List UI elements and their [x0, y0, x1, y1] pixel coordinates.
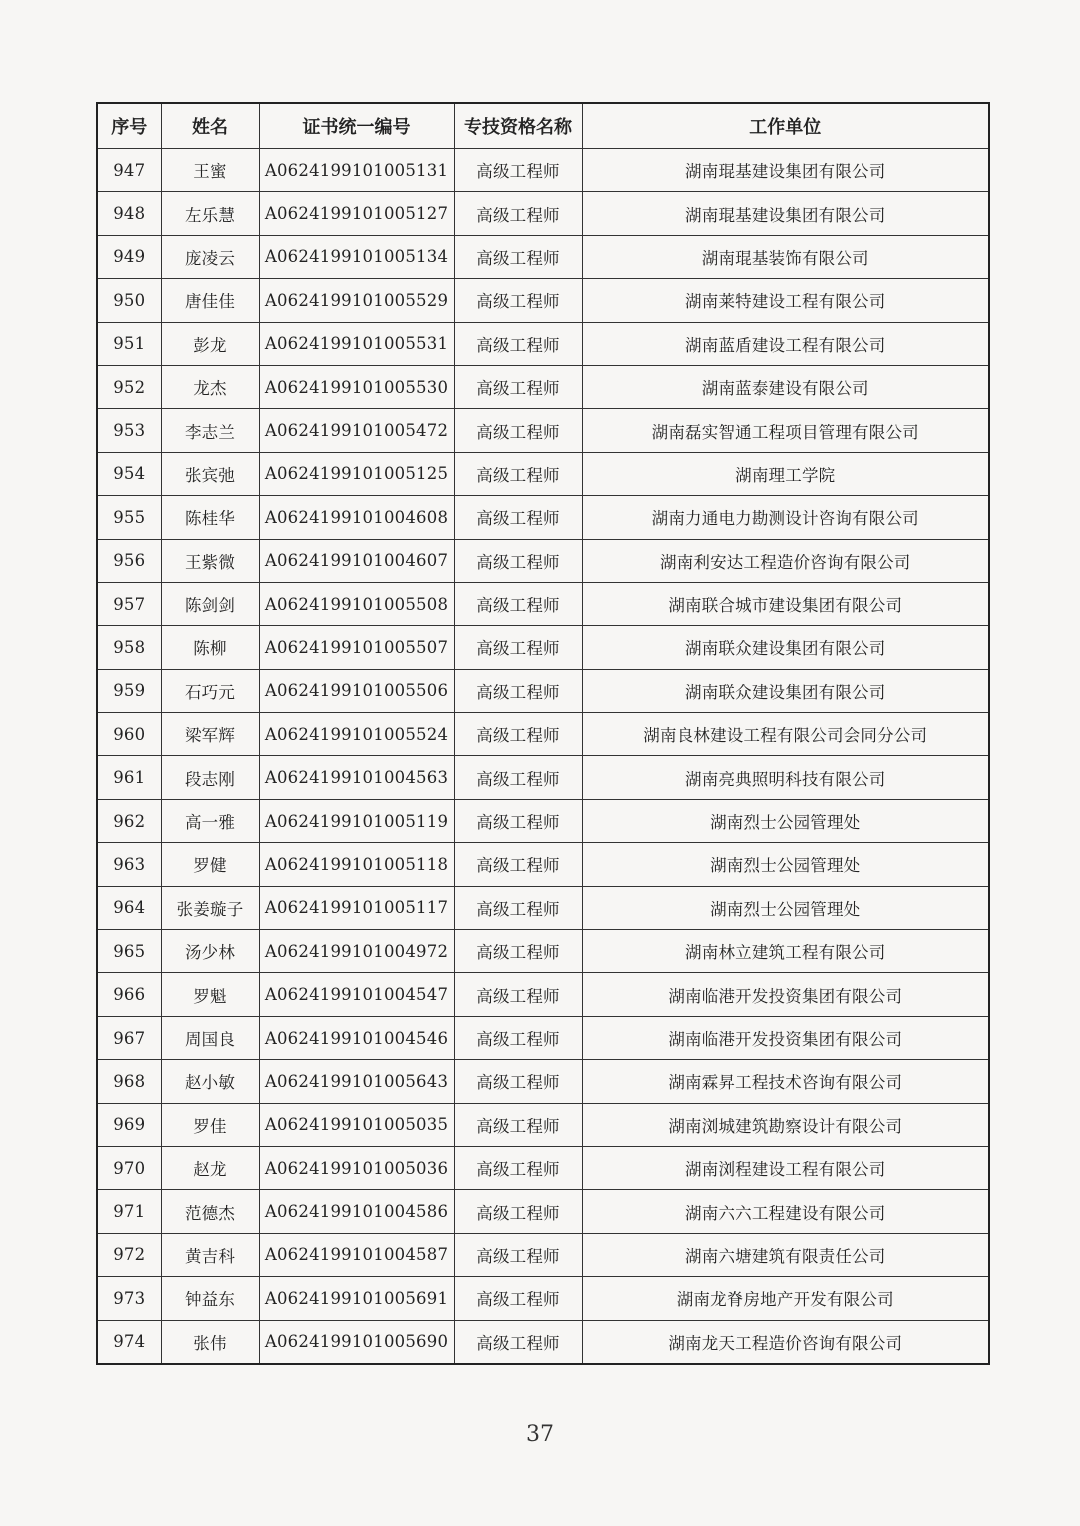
cell-code: A0624199101004563 [259, 756, 454, 799]
table-row [97, 1016, 989, 1059]
table-row [97, 235, 989, 278]
cell-unit: 湖南联众建设集团有限公司 [582, 626, 989, 669]
table-row [97, 149, 989, 192]
cell-name: 石巧元 [161, 669, 259, 712]
table-row [97, 409, 989, 452]
table-row [97, 756, 989, 799]
cell-code: A0624199101004547 [259, 973, 454, 1016]
cell-code: A0624199101005131 [259, 149, 454, 192]
cell-seq: 955 [97, 496, 161, 539]
page-number: 37 [526, 1422, 554, 1447]
cell-unit: 湖南临港开发投资集团有限公司 [582, 1016, 989, 1059]
cell-seq: 960 [97, 713, 161, 756]
cell-seq: 969 [97, 1103, 161, 1146]
cell-name: 段志刚 [161, 756, 259, 799]
table-row [97, 365, 989, 408]
cell-qualification: 高级工程师 [454, 930, 582, 973]
table-row [97, 322, 989, 365]
cell-seq: 970 [97, 1146, 161, 1189]
header-seq: 序号 [97, 103, 161, 149]
cell-qualification: 高级工程师 [454, 1103, 582, 1146]
table-row [97, 886, 989, 929]
cell-qualification: 高级工程师 [454, 669, 582, 712]
cell-name: 赵龙 [161, 1146, 259, 1189]
cell-qualification: 高级工程师 [454, 1233, 582, 1276]
cell-unit: 湖南理工学院 [582, 452, 989, 495]
cell-name: 李志兰 [161, 409, 259, 452]
table-row [97, 1103, 989, 1146]
cell-unit: 湖南六六工程建设有限公司 [582, 1190, 989, 1233]
cell-code: A0624199101004586 [259, 1190, 454, 1233]
cell-name: 张伟 [161, 1320, 259, 1364]
cell-qualification: 高级工程师 [454, 843, 582, 886]
cell-name: 庞凌云 [161, 235, 259, 278]
cell-name: 唐佳佳 [161, 279, 259, 322]
cell-name: 彭龙 [161, 322, 259, 365]
cell-unit: 湖南蓝盾建设工程有限公司 [582, 322, 989, 365]
cell-unit: 湖南琨基建设集团有限公司 [582, 149, 989, 192]
cell-qualification: 高级工程师 [454, 799, 582, 842]
cell-seq: 952 [97, 365, 161, 408]
cell-unit: 湖南良林建设工程有限公司会同分公司 [582, 713, 989, 756]
cell-code: A0624199101005118 [259, 843, 454, 886]
cell-seq: 974 [97, 1320, 161, 1364]
cell-code: A0624199101005117 [259, 886, 454, 929]
cell-name: 左乐慧 [161, 192, 259, 235]
table-body [97, 149, 989, 1364]
cell-qualification: 高级工程师 [454, 973, 582, 1016]
cell-name: 高一雅 [161, 799, 259, 842]
cell-qualification: 高级工程师 [454, 626, 582, 669]
table-row [97, 930, 989, 973]
cell-seq: 963 [97, 843, 161, 886]
cell-qualification: 高级工程师 [454, 1060, 582, 1103]
cell-code: A0624199101005127 [259, 192, 454, 235]
table-row [97, 582, 989, 625]
cell-name: 汤少林 [161, 930, 259, 973]
cell-qualification: 高级工程师 [454, 1146, 582, 1189]
cell-code: A0624199101005531 [259, 322, 454, 365]
cell-code: A0624199101005507 [259, 626, 454, 669]
cell-unit: 湖南力通电力勘测设计咨询有限公司 [582, 496, 989, 539]
header-code: 证书统一编号 [259, 103, 454, 149]
cell-seq: 966 [97, 973, 161, 1016]
cell-name: 赵小敏 [161, 1060, 259, 1103]
cell-seq: 949 [97, 235, 161, 278]
cell-unit: 湖南琨基装饰有限公司 [582, 235, 989, 278]
cell-code: A0624199101005134 [259, 235, 454, 278]
header-name: 姓名 [161, 103, 259, 149]
cell-code: A0624199101004972 [259, 930, 454, 973]
cell-code: A0624199101005036 [259, 1146, 454, 1189]
table-row [97, 843, 989, 886]
cell-seq: 964 [97, 886, 161, 929]
cell-code: A0624199101005506 [259, 669, 454, 712]
cell-unit: 湖南利安达工程造价咨询有限公司 [582, 539, 989, 582]
cell-unit: 湖南龙天工程造价咨询有限公司 [582, 1320, 989, 1364]
cell-seq: 948 [97, 192, 161, 235]
cell-qualification: 高级工程师 [454, 235, 582, 278]
cell-code: A0624199101005643 [259, 1060, 454, 1103]
cell-unit: 湖南临港开发投资集团有限公司 [582, 973, 989, 1016]
cell-code: A0624199101004608 [259, 496, 454, 539]
table-row [97, 713, 989, 756]
cell-seq: 951 [97, 322, 161, 365]
cell-seq: 965 [97, 930, 161, 973]
table-row [97, 799, 989, 842]
cell-qualification: 高级工程师 [454, 496, 582, 539]
cell-name: 陈桂华 [161, 496, 259, 539]
cell-qualification: 高级工程师 [454, 1190, 582, 1233]
table-row [97, 669, 989, 712]
cell-code: A0624199101005119 [259, 799, 454, 842]
cell-unit: 湖南联众建设集团有限公司 [582, 669, 989, 712]
qualification-table [96, 102, 990, 1365]
cell-unit: 湖南浏城建筑勘察设计有限公司 [582, 1103, 989, 1146]
table-row [97, 496, 989, 539]
cell-seq: 962 [97, 799, 161, 842]
cell-qualification: 高级工程师 [454, 279, 582, 322]
cell-code: A0624199101005472 [259, 409, 454, 452]
cell-qualification: 高级工程师 [454, 1277, 582, 1320]
cell-name: 龙杰 [161, 365, 259, 408]
cell-code: A0624199101005690 [259, 1320, 454, 1364]
cell-name: 王紫微 [161, 539, 259, 582]
cell-qualification: 高级工程师 [454, 322, 582, 365]
table-row [97, 192, 989, 235]
cell-seq: 956 [97, 539, 161, 582]
cell-code: A0624199101005530 [259, 365, 454, 408]
cell-code: A0624199101004607 [259, 539, 454, 582]
cell-qualification: 高级工程师 [454, 149, 582, 192]
cell-qualification: 高级工程师 [454, 365, 582, 408]
cell-seq: 950 [97, 279, 161, 322]
cell-code: A0624199101005529 [259, 279, 454, 322]
cell-seq: 959 [97, 669, 161, 712]
cell-unit: 湖南浏程建设工程有限公司 [582, 1146, 989, 1189]
cell-qualification: 高级工程师 [454, 539, 582, 582]
table-row [97, 973, 989, 1016]
table-row [97, 279, 989, 322]
cell-name: 王蜜 [161, 149, 259, 192]
cell-code: A0624199101004546 [259, 1016, 454, 1059]
cell-qualification: 高级工程师 [454, 409, 582, 452]
cell-qualification: 高级工程师 [454, 886, 582, 929]
cell-name: 梁军辉 [161, 713, 259, 756]
cell-qualification: 高级工程师 [454, 1320, 582, 1364]
cell-unit: 湖南烈士公园管理处 [582, 799, 989, 842]
cell-unit: 湖南莱特建设工程有限公司 [582, 279, 989, 322]
cell-unit: 湖南蓝泰建设有限公司 [582, 365, 989, 408]
cell-unit: 湖南林立建筑工程有限公司 [582, 930, 989, 973]
cell-unit: 湖南六塘建筑有限责任公司 [582, 1233, 989, 1276]
cell-seq: 972 [97, 1233, 161, 1276]
table-row [97, 1277, 989, 1320]
cell-unit: 湖南琨基建设集团有限公司 [582, 192, 989, 235]
table-header-row [97, 103, 989, 149]
cell-name: 罗佳 [161, 1103, 259, 1146]
cell-unit: 湖南亮典照明科技有限公司 [582, 756, 989, 799]
table-row [97, 1146, 989, 1189]
cell-seq: 971 [97, 1190, 161, 1233]
cell-unit: 湖南龙脊房地产开发有限公司 [582, 1277, 989, 1320]
cell-unit: 湖南霖昇工程技术咨询有限公司 [582, 1060, 989, 1103]
cell-qualification: 高级工程师 [454, 582, 582, 625]
cell-code: A0624199101005035 [259, 1103, 454, 1146]
cell-seq: 954 [97, 452, 161, 495]
table-row [97, 1320, 989, 1364]
cell-code: A0624199101005125 [259, 452, 454, 495]
cell-name: 张姜璇子 [161, 886, 259, 929]
cell-code: A0624199101005691 [259, 1277, 454, 1320]
cell-qualification: 高级工程师 [454, 713, 582, 756]
cell-name: 罗魁 [161, 973, 259, 1016]
header-unit: 工作单位 [582, 103, 989, 149]
table-row [97, 1233, 989, 1276]
cell-qualification: 高级工程师 [454, 1016, 582, 1059]
cell-code: A0624199101005508 [259, 582, 454, 625]
cell-code: A0624199101004587 [259, 1233, 454, 1276]
cell-name: 周国良 [161, 1016, 259, 1059]
cell-unit: 湖南烈士公园管理处 [582, 843, 989, 886]
cell-seq: 967 [97, 1016, 161, 1059]
cell-name: 黄吉科 [161, 1233, 259, 1276]
cell-seq: 958 [97, 626, 161, 669]
cell-unit: 湖南磊实智通工程项目管理有限公司 [582, 409, 989, 452]
table-row [97, 539, 989, 582]
cell-name: 张宾弛 [161, 452, 259, 495]
cell-seq: 953 [97, 409, 161, 452]
cell-seq: 947 [97, 149, 161, 192]
cell-qualification: 高级工程师 [454, 452, 582, 495]
cell-seq: 968 [97, 1060, 161, 1103]
cell-name: 范德杰 [161, 1190, 259, 1233]
table-row [97, 452, 989, 495]
header-qualification: 专技资格名称 [454, 103, 582, 149]
table-row [97, 1060, 989, 1103]
cell-name: 陈剑剑 [161, 582, 259, 625]
cell-seq: 961 [97, 756, 161, 799]
cell-name: 陈柳 [161, 626, 259, 669]
cell-qualification: 高级工程师 [454, 756, 582, 799]
cell-unit: 湖南联合城市建设集团有限公司 [582, 582, 989, 625]
cell-seq: 957 [97, 582, 161, 625]
cell-name: 钟益东 [161, 1277, 259, 1320]
table-row [97, 626, 989, 669]
cell-qualification: 高级工程师 [454, 192, 582, 235]
cell-code: A0624199101005524 [259, 713, 454, 756]
table-row [97, 1190, 989, 1233]
cell-unit: 湖南烈士公园管理处 [582, 886, 989, 929]
cell-seq: 973 [97, 1277, 161, 1320]
cell-name: 罗健 [161, 843, 259, 886]
